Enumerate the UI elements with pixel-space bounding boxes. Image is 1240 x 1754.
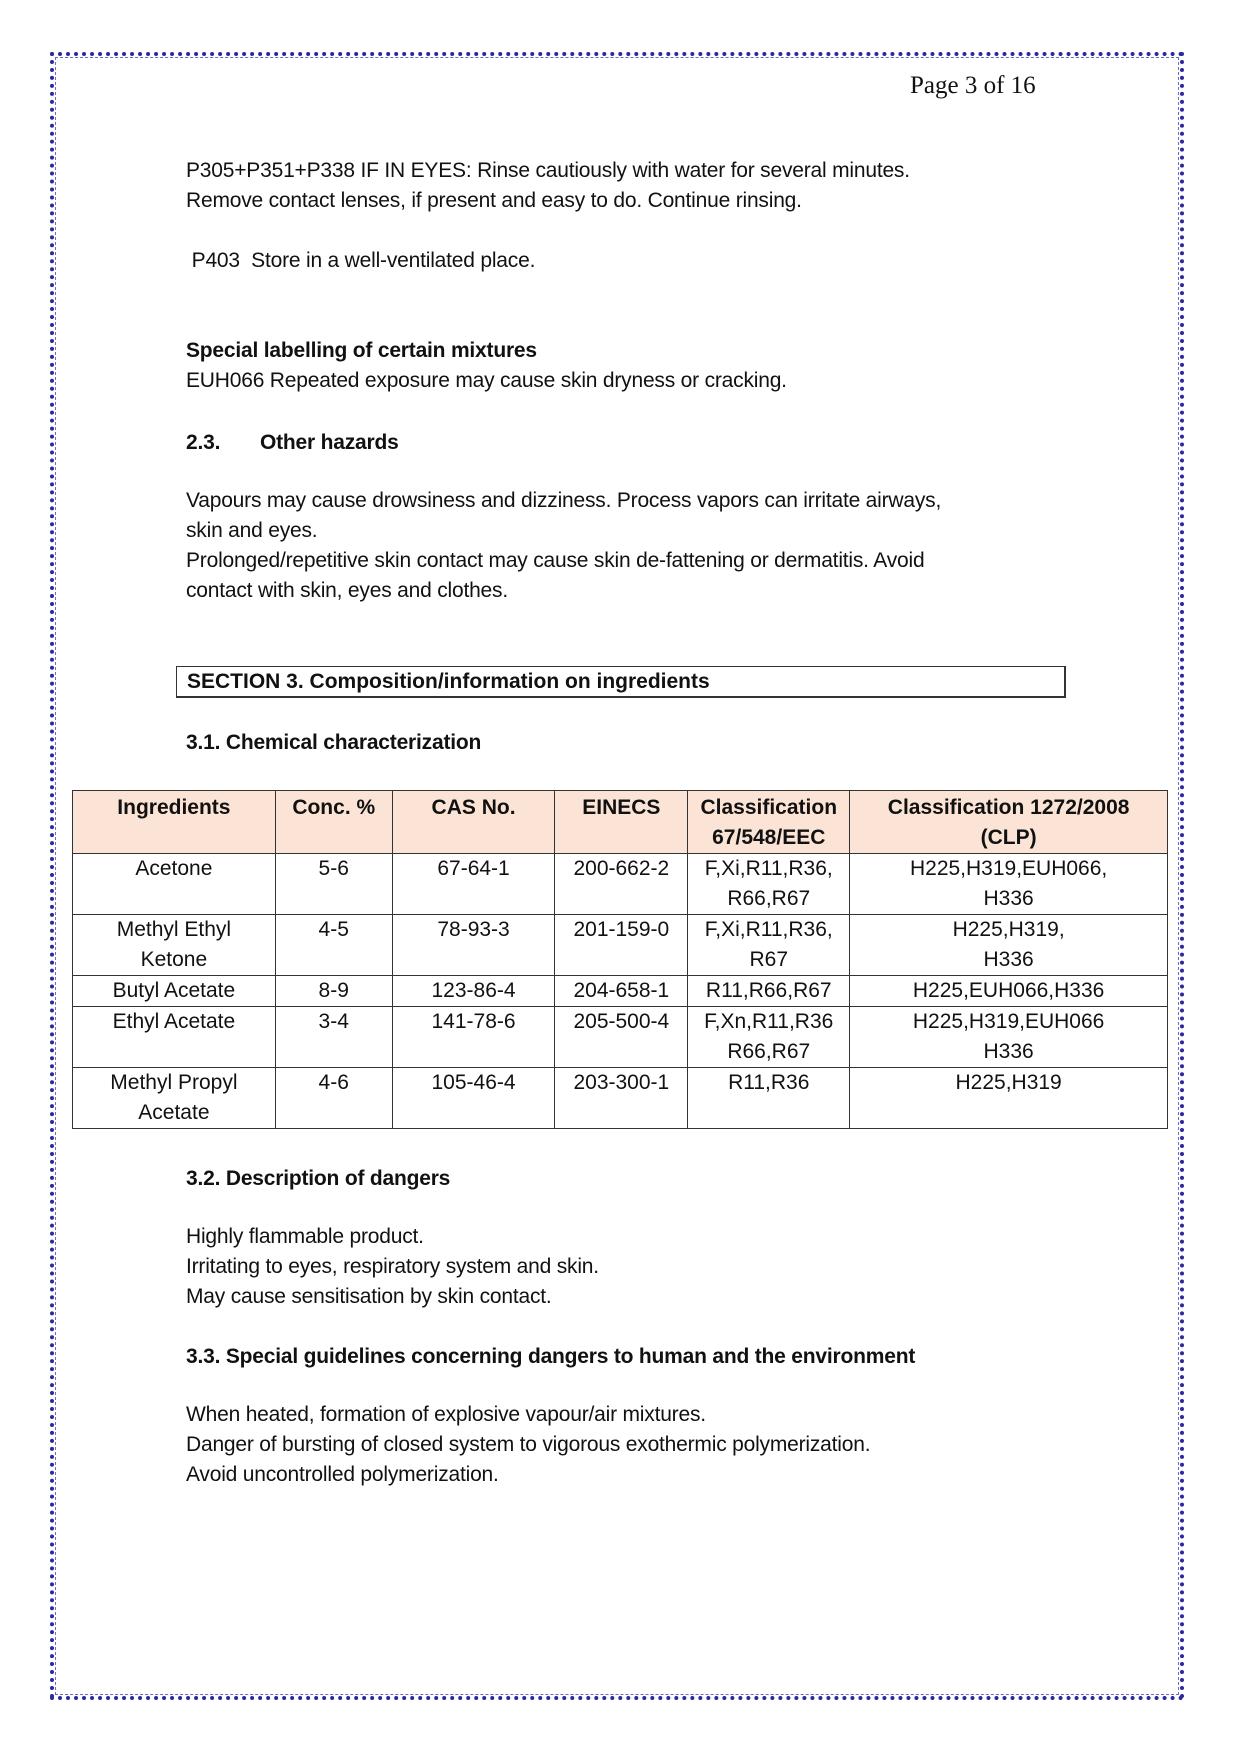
header-conc	[275, 791, 392, 854]
cell-einecs	[555, 976, 688, 1007]
cell-conc-text: 8-9	[318, 979, 349, 1002]
cell-conc	[275, 915, 392, 976]
cell-ingredient-text: Acetate	[138, 1101, 210, 1124]
header-classification-eec	[688, 791, 850, 854]
cell-cas-text: 141-78-6	[431, 1010, 516, 1033]
other-hazards-line: Prolonged/repetitive skin contact may cause skin de-fattening or dermatitis. Avoid	[186, 549, 925, 572]
cell-conc-text: 5-6	[318, 857, 349, 880]
cell-classification-clp-text: H225,H319,EUH066,	[909, 857, 1108, 880]
cell-cas	[392, 976, 555, 1007]
cell-classification-eec-text: F,Xn,R11,R36	[704, 1010, 834, 1033]
cell-conc-text: 3-4	[318, 1010, 349, 1033]
subsection-3-1-title: 3.1. Chemical characterization	[186, 731, 482, 754]
page-number: Page 3 of 16	[910, 72, 1036, 99]
precaution-p403: P403 Store in a well-ventilated place.	[186, 249, 536, 272]
header-text: CAS No.	[431, 796, 516, 819]
header-einecs	[555, 791, 688, 854]
cell-cas-text: 78-93-3	[437, 918, 510, 941]
cell-classification-eec	[688, 1007, 850, 1068]
cell-classification-eec-text: R11,R66,R67	[705, 979, 832, 1002]
cell-ingredient-text: Ketone	[140, 948, 208, 971]
header-cas	[392, 791, 555, 854]
cell-cas-text: 67-64-1	[437, 857, 510, 880]
cell-classification-clp-text: H225,H319	[955, 1071, 1062, 1094]
cell-classification-clp	[850, 1068, 1168, 1129]
cell-classification-eec	[688, 976, 850, 1007]
cell-classification-clp	[850, 1007, 1168, 1068]
header-ingredients	[73, 791, 276, 854]
subsection-3-2-title: 3.2. Description of dangers	[186, 1167, 451, 1190]
special-labelling-heading: Special labelling of certain mixtures	[186, 339, 537, 362]
cell-conc-text: 4-6	[318, 1071, 349, 1094]
header-text: EINECS	[582, 796, 661, 819]
cell-cas	[392, 1007, 555, 1068]
other-hazards-heading	[186, 428, 399, 458]
cell-classification-clp-text: H225,H319,EUH066	[912, 1010, 1105, 1033]
other-hazards-line: contact with skin, eyes and clothes.	[186, 579, 508, 602]
cell-einecs-text: 201-159-0	[573, 918, 670, 941]
cell-ingredient-text: Acetone	[135, 857, 213, 880]
table-row	[73, 915, 1168, 976]
cell-conc	[275, 1007, 392, 1068]
cell-ingredient	[73, 854, 276, 915]
ingredients-table	[72, 790, 1168, 1129]
dangers-line: May cause sensitisation by skin contact.	[186, 1285, 552, 1308]
cell-classification-eec-text: R67	[749, 948, 789, 971]
cell-classification-eec	[688, 915, 850, 976]
subsection-3-3-title: 3.3. Special guidelines concerning dangers to human and the environment	[186, 1345, 916, 1368]
cell-einecs-text: 203-300-1	[573, 1071, 670, 1094]
cell-einecs	[555, 1007, 688, 1068]
table-header-row	[73, 791, 1168, 854]
cell-cas	[392, 1068, 555, 1129]
precaution-p305-line1: P305+P351+P338 IF IN EYES: Rinse cautiously with water for several minutes.	[186, 159, 910, 182]
cell-classification-eec-text: R11,R36	[728, 1071, 810, 1094]
cell-classification-eec-text: R66,R67	[727, 887, 811, 910]
cell-conc	[275, 976, 392, 1007]
other-hazards-line: skin and eyes.	[186, 519, 318, 542]
section-3-title: SECTION 3. Composition/information on ingredients	[176, 666, 1066, 698]
cell-classification-eec-text: R66,R67	[727, 1040, 811, 1063]
cell-classification-clp-text: H336	[983, 887, 1034, 910]
header-text: Conc. %	[292, 796, 376, 819]
cell-ingredient	[73, 976, 276, 1007]
guidelines-line: When heated, formation of explosive vapour/air mixtures.	[186, 1403, 706, 1426]
cell-classification-eec-text: F,Xi,R11,R36,	[704, 918, 833, 941]
guidelines-line: Avoid uncontrolled polymerization.	[186, 1463, 499, 1486]
header-classification-clp	[850, 791, 1168, 854]
cell-einecs	[555, 854, 688, 915]
header-text: Classification 1272/2008	[887, 796, 1130, 819]
cell-einecs-text: 200-662-2	[573, 857, 670, 880]
header-text: Classification	[700, 796, 838, 819]
cell-classification-eec-text: F,Xi,R11,R36,	[704, 857, 833, 880]
cell-cas	[392, 915, 555, 976]
cell-classification-eec	[688, 1068, 850, 1129]
cell-ingredient	[73, 915, 276, 976]
other-hazards-number: 2.3.	[186, 431, 221, 454]
table-row	[73, 976, 1168, 1007]
cell-conc	[275, 854, 392, 915]
precaution-p305-line2: Remove contact lenses, if present and easy to do. Continue rinsing.	[186, 189, 802, 212]
cell-einecs-text: 204-658-1	[573, 979, 670, 1002]
cell-ingredient-text: Methyl Ethyl	[116, 918, 232, 941]
cell-classification-clp-text: H336	[983, 1040, 1034, 1063]
cell-classification-clp	[850, 976, 1168, 1007]
table-row	[73, 1068, 1168, 1129]
cell-ingredient-text: Methyl Propyl	[110, 1071, 238, 1094]
cell-classification-clp-text: H225,H319,	[952, 918, 1065, 941]
table-body	[73, 854, 1168, 1129]
dangers-line: Irritating to eyes, respiratory system and skin.	[186, 1255, 599, 1278]
cell-cas	[392, 854, 555, 915]
cell-einecs	[555, 915, 688, 976]
cell-einecs	[555, 1068, 688, 1129]
cell-cas-text: 105-46-4	[431, 1071, 516, 1094]
other-hazards-line: Vapours may cause drowsiness and dizziness. Process vapors can irritate airways,	[186, 489, 942, 512]
cell-ingredient	[73, 1007, 276, 1068]
header-text: 67/548/EEC	[712, 826, 826, 849]
cell-ingredient-text: Ethyl Acetate	[112, 1010, 236, 1033]
cell-conc-text: 4-5	[318, 918, 349, 941]
special-labelling-text: EUH066 Repeated exposure may cause skin dryness or cracking.	[186, 369, 787, 392]
guidelines-line: Danger of bursting of closed system to vigorous exothermic polymerization.	[186, 1433, 871, 1456]
dangers-line: Highly flammable product.	[186, 1225, 424, 1248]
cell-classification-clp-text: H225,EUH066,H336	[912, 979, 1105, 1002]
header-text: Ingredients	[117, 796, 231, 819]
cell-einecs-text: 205-500-4	[573, 1010, 670, 1033]
other-hazards-title: Other hazards	[260, 431, 399, 454]
cell-classification-clp	[850, 915, 1168, 976]
cell-classification-clp	[850, 854, 1168, 915]
table-row	[73, 1007, 1168, 1068]
cell-ingredient	[73, 1068, 276, 1129]
cell-classification-eec	[688, 854, 850, 915]
table-row	[73, 854, 1168, 915]
cell-classification-clp-text: H336	[983, 948, 1034, 971]
cell-conc	[275, 1068, 392, 1129]
cell-ingredient-text: Butyl Acetate	[112, 979, 236, 1002]
header-text: (CLP)	[980, 826, 1037, 849]
cell-cas-text: 123-86-4	[431, 979, 516, 1002]
